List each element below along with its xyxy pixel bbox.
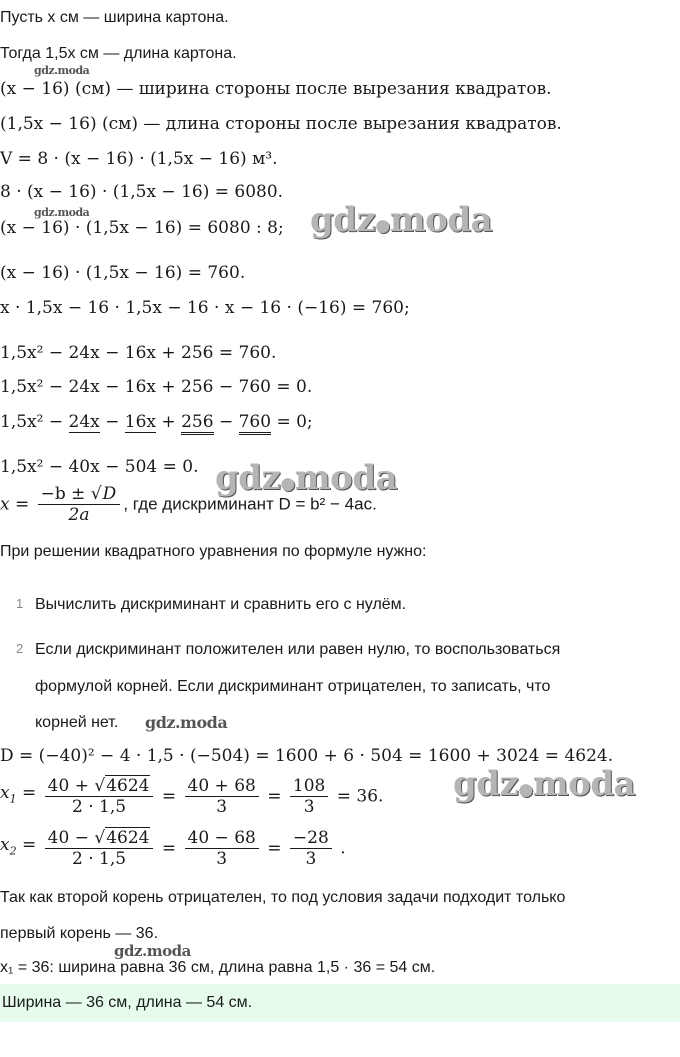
formula-line-underlined: 1,5x² − 24x − 16x + 256 − 760 = 0; [0, 412, 313, 432]
formula-line: 8 · (x − 16) · (1,5x − 16) = 6080. [0, 182, 284, 202]
root-x2: $x_2$ = $\frac{40 - √4624}{2 \cdot 1,5}$ = $\frac{40 - 68}{3}$ = $\frac{-28}{3}$ . [0, 828, 346, 869]
text-line: Так как второй корень отрицателен, то под условия задачи подходит только [0, 889, 566, 906]
formula-line: 1,5x² − 24x − 16x + 256 = 760. [0, 343, 277, 363]
quadratic-formula: x = $\frac{-b \pm √D}{2a}$ , где дискриминант D = b² − 4ac. [0, 484, 377, 525]
formula-line: (x − 16) · (1,5x − 16) = 760. [0, 263, 246, 283]
answer-text: Ширина — 36 см, длина — 54 см. [2, 994, 253, 1011]
watermark: gdz.moda [145, 713, 228, 732]
discriminant-line: D = (−40)² − 4 · 1,5 · (−504) = 1600 + 6 · 504 = 1600 + 3024 = 4624. [0, 746, 614, 766]
watermark: gdz.moda [34, 64, 90, 77]
watermark: gdz●moda [215, 458, 398, 498]
root-x1: $x_1$ = $\frac{40 + √4624}{2 \cdot 1,5}$ = $\frac{40 + 68}{3}$ = $\frac{108}{3}$ = 36. [0, 776, 384, 817]
watermark: gdz●moda [310, 200, 493, 240]
text-line: Пусть x см — ширина картона. [0, 9, 229, 26]
watermark: gdz.moda [34, 206, 90, 219]
text-line: (1,5x − 16) (см) — длина стороны после вырезания квадратов. [0, 114, 562, 134]
text-line: Тогда 1,5x см — длина картона. [0, 45, 237, 62]
text-line: При решении квадратного уравнения по формуле нужно: [0, 543, 427, 560]
watermark: gdz.moda [114, 942, 191, 960]
formula-line: (x − 16) · (1,5x − 16) = 6080 : 8; [0, 218, 284, 238]
text-line: первый корень — 36. [0, 925, 159, 942]
text-line: x₁ = 36: ширина равна 36 см, длина равна 1,5 · 36 = 54 см. [0, 959, 436, 976]
formula-line: x · 1,5x − 16 · 1,5x − 16 · x − 16 · (−16) = 760; [0, 298, 410, 318]
formula-line: 1,5x² − 40x − 504 = 0. [0, 457, 199, 477]
formula-line: 1,5x² − 24x − 16x + 256 − 760 = 0. [0, 377, 313, 397]
answer-box [0, 984, 680, 1022]
watermark: gdz●moda [453, 764, 636, 804]
formula-line: V = 8 · (x − 16) · (1,5x − 16) м³. [0, 149, 278, 169]
text-line: (x − 16) (см) — ширина стороны после вырезания квадратов. [0, 79, 552, 99]
